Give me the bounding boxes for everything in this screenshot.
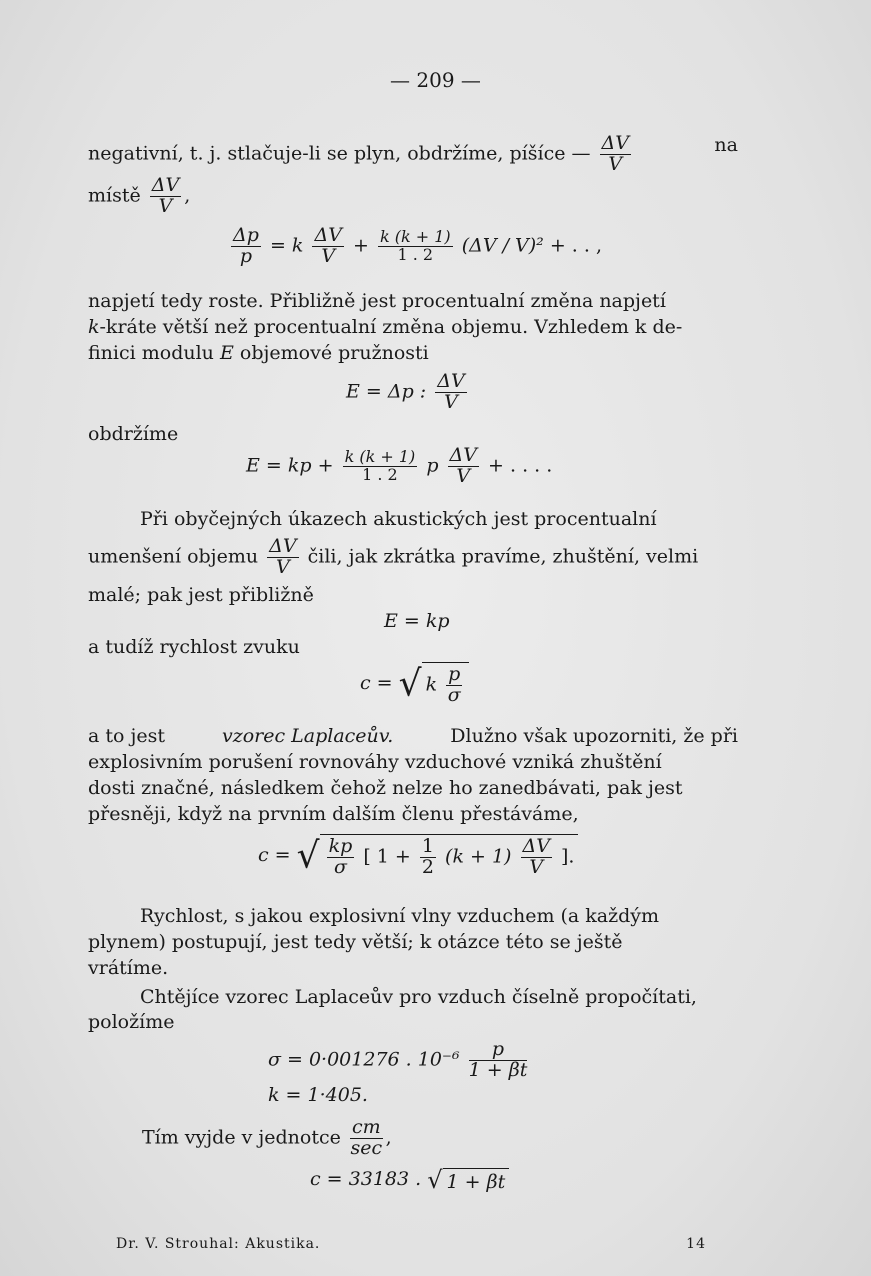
text-line-4: k-kráte větší než procentualní změna objemu. Vzhledem k de- — [88, 316, 683, 338]
text-line-11: a to jest vzorec Laplaceův. Dlužno však upozorniti, že při — [88, 725, 738, 747]
text-line-3: napjetí tedy roste. Přibližně jest procentualní změna napjetí — [88, 290, 666, 312]
text-line-12: explosivním porušení rovnováhy vzduchové vzniká zhuštění — [88, 751, 662, 773]
equation-9: c = 33183 . √ 1 + βt — [310, 1166, 509, 1194]
text-line-9: malé; pak jest přibližně — [88, 584, 314, 606]
footer-author-title: Dr. V. Strouhal: Akustika. — [116, 1236, 321, 1252]
text-line-14: přesněji, když na prvním dalším členu přestáváme, — [88, 803, 579, 825]
text-line-17: vrátíme. — [88, 957, 169, 979]
text-line-13: dosti značné, následkem čehož nelze ho zanedbávati, pak jest — [88, 777, 683, 799]
equation-1: $\frac{\Delta p}{p}$ = k $\frac{\Delta V}{V}$ + $\frac{k (k + 1)}{1 . 2}$ (ΔV / V)² + . . , — [233, 224, 603, 267]
text-line-10: a tudíž rychlost zvuku — [88, 636, 300, 658]
equation-2: E = Δp : $\frac{\Delta V}{V}$ — [346, 370, 465, 413]
page-footer — [116, 1236, 706, 1252]
text-line-7: Při obyčejných úkazech akustických jest procentualní — [140, 508, 657, 530]
footer-signature: 14 — [686, 1236, 706, 1252]
text-line-2: místě $\frac{\Delta V}{V}$ , — [88, 174, 191, 217]
fraction-dv-v-2: $\frac{\Delta V}{V}$ — [151, 174, 180, 217]
equation-4: E = kp — [384, 610, 450, 632]
equation-7: σ = 0·001276 . 10⁻⁶ $\frac{p}{1 + \beta t}$ — [268, 1038, 528, 1081]
text-line-8: umenšení objemu $\frac{\Delta V}{V}$ čili, jak zkrátka pravíme, zhuštění, velmi — [88, 535, 699, 578]
equation-5: c = √ k $\frac{p}{\sigma}$ — [360, 662, 469, 706]
fraction-dv-v: $\frac{\Delta V}{V}$ — [601, 132, 629, 175]
text-line-16: plynem) postupují, jest tedy větší; k otázce této se ještě — [88, 931, 623, 953]
text-line-6: obdržíme — [88, 423, 179, 445]
line-1-text: negativní, t. j. stlačuje-li se plyn, obdržíme, píšíce — $\frac{\Delta V}{V}$ — [88, 132, 629, 175]
text-line-15: Rychlost, s jakou explosivní vlny vzduchem (a každým — [140, 905, 660, 927]
text-line-18: Chtějíce vzorec Laplaceův pro vzduch číselně propočítati, — [140, 986, 697, 1008]
text-line-20: Tím vyjde v jednotce cm sec , — [142, 1116, 392, 1159]
radical-sign: √ — [398, 663, 422, 705]
radical-sign-3: √ — [427, 1166, 443, 1194]
text-line-1 — [88, 134, 738, 175]
equation-6: c = √ $\frac{kp}{\sigma}$ [ 1 + $\frac{1}{2}$ (k + 1) $\frac{\Delta V}{V}$ ]. — [258, 834, 578, 878]
equation-8: k = 1·405. — [268, 1084, 368, 1106]
radical-sign-2: √ — [296, 835, 320, 877]
page-number: — 209 — — [390, 68, 481, 92]
text-line-5: finici modulu E objemové pružnosti — [88, 342, 429, 364]
equation-3: E = kp + $\frac{k (k + 1)}{1 . 2}$ p $\frac{\Delta V}{V}$ + . . . . — [246, 444, 553, 487]
line-1-end: na — [714, 134, 738, 156]
text-line-19: položíme — [88, 1011, 175, 1033]
